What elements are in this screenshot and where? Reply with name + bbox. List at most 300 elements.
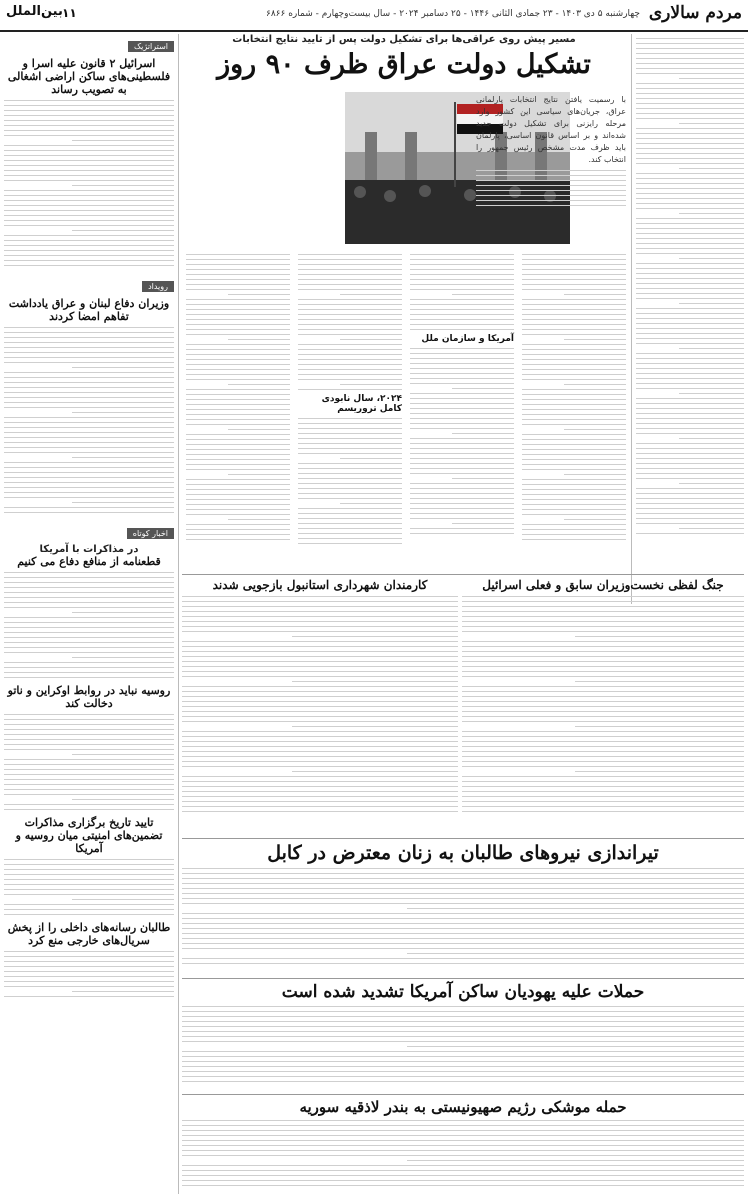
text-line	[298, 259, 402, 260]
text-line	[410, 373, 514, 374]
text-line	[4, 110, 174, 111]
text-line	[186, 409, 290, 410]
text-line	[462, 661, 744, 662]
text-line	[636, 358, 744, 359]
text-line	[636, 43, 744, 44]
text-line	[298, 269, 402, 270]
text-line	[186, 349, 290, 350]
text-line	[292, 771, 458, 772]
text-line	[298, 354, 402, 355]
text-line	[636, 38, 744, 39]
text-line	[679, 348, 744, 349]
column-rule	[178, 34, 179, 1194]
text-line	[636, 508, 744, 509]
text-line	[522, 424, 626, 425]
text-line	[182, 1041, 744, 1042]
text-line	[4, 427, 174, 428]
text-line	[186, 469, 290, 470]
text-line	[636, 98, 744, 99]
text-line	[636, 243, 744, 244]
text-line	[564, 429, 626, 430]
text-line	[182, 1175, 744, 1176]
text-line	[186, 504, 290, 505]
text-line	[72, 457, 174, 458]
text-line	[182, 1021, 744, 1022]
text-line	[410, 383, 514, 384]
text-line	[462, 641, 744, 642]
text-line	[636, 113, 744, 114]
text-line	[636, 428, 744, 429]
text-line	[4, 914, 174, 915]
text-line	[4, 976, 174, 977]
text-line	[462, 766, 744, 767]
story-headline: قطعنامه از منافع دفاع می کنیم	[17, 555, 161, 568]
text-line	[410, 468, 514, 469]
text-line	[636, 468, 744, 469]
text-line	[636, 73, 744, 74]
text-line	[4, 170, 174, 171]
text-line	[4, 125, 174, 126]
text-line	[636, 293, 744, 294]
text-line	[4, 402, 174, 403]
text-line	[4, 677, 174, 678]
text-line	[452, 433, 514, 434]
text-line	[410, 358, 514, 359]
text-line	[186, 354, 290, 355]
right-text-column	[636, 34, 744, 594]
text-line	[522, 414, 626, 415]
text-line	[636, 283, 744, 284]
text-line	[182, 883, 744, 884]
text-line	[462, 751, 744, 752]
text-line	[182, 1180, 744, 1181]
text-line	[636, 88, 744, 89]
text-line	[182, 736, 458, 737]
text-line	[410, 309, 514, 310]
text-line	[298, 478, 402, 479]
text-line	[476, 190, 626, 191]
text-line	[182, 1026, 744, 1027]
section-divider	[182, 978, 744, 979]
text-line	[298, 463, 402, 464]
text-line	[4, 452, 174, 453]
text-line	[564, 384, 626, 385]
text-line	[186, 399, 290, 400]
text-line	[186, 279, 290, 280]
text-line	[4, 729, 174, 730]
text-line	[298, 523, 402, 524]
text-line	[410, 488, 514, 489]
text-line	[72, 367, 174, 368]
text-line	[186, 464, 290, 465]
text-line	[522, 299, 626, 300]
text-line	[186, 394, 290, 395]
text-line	[182, 1036, 744, 1037]
text-line	[4, 582, 174, 583]
text-line	[72, 754, 174, 755]
text-line	[298, 359, 402, 360]
text-line	[186, 314, 290, 315]
text-line	[522, 449, 626, 450]
text-line	[564, 294, 626, 295]
text-line	[522, 444, 626, 445]
text-line	[679, 438, 744, 439]
text-line	[298, 389, 402, 390]
text-line	[410, 254, 514, 255]
text-line	[298, 433, 402, 434]
text-line	[4, 377, 174, 378]
text-line	[522, 524, 626, 525]
text-line	[636, 263, 744, 264]
text-line	[636, 423, 744, 424]
text-line	[410, 324, 514, 325]
text-line	[186, 404, 290, 405]
text-line	[298, 344, 402, 345]
text-line	[636, 493, 744, 494]
text-line	[186, 254, 290, 255]
text-line	[4, 145, 174, 146]
text-line	[298, 438, 402, 439]
text-line	[410, 503, 514, 504]
text-line	[410, 453, 514, 454]
text-line	[4, 879, 174, 880]
text-line	[182, 606, 458, 607]
text-line	[522, 494, 626, 495]
text-line	[452, 523, 514, 524]
text-line	[522, 324, 626, 325]
text-line	[522, 419, 626, 420]
text-line	[462, 606, 744, 607]
text-line	[186, 344, 290, 345]
text-line	[298, 364, 402, 365]
text-line	[410, 299, 514, 300]
text-line	[636, 48, 744, 49]
text-line	[462, 601, 744, 602]
text-line	[636, 343, 744, 344]
text-line	[4, 734, 174, 735]
text-line	[636, 353, 744, 354]
text-line	[410, 279, 514, 280]
text-line	[4, 744, 174, 745]
text-line	[298, 304, 402, 305]
text-line	[4, 407, 174, 408]
text-line	[636, 333, 744, 334]
text-line	[4, 507, 174, 508]
text-line	[182, 796, 458, 797]
text-line	[462, 741, 744, 742]
text-line	[679, 303, 744, 304]
text-line	[679, 393, 744, 394]
story-headline: وزیران دفاع لبنان و عراق یادداشت تفاهم امضا کردند	[8, 297, 170, 323]
story-headline: جنگ لفظی نخست‌وزیران سابق و فعلی اسرائیل	[482, 578, 724, 592]
text-line	[298, 508, 402, 509]
text-line	[410, 493, 514, 494]
story-b	[182, 578, 458, 834]
text-line	[4, 577, 174, 578]
text-line	[182, 666, 458, 667]
text-line	[636, 488, 744, 489]
text-line	[182, 903, 744, 904]
text-line	[186, 534, 290, 535]
text-line	[186, 489, 290, 490]
text-line	[4, 597, 174, 598]
text-line	[72, 140, 174, 141]
text-line	[4, 889, 174, 890]
text-line	[298, 349, 402, 350]
text-line	[679, 213, 744, 214]
text-line	[4, 442, 174, 443]
text-line	[4, 337, 174, 338]
text-line	[410, 348, 514, 349]
text-line	[462, 676, 744, 677]
text-line	[636, 248, 744, 249]
text-line	[4, 327, 174, 328]
text-line	[182, 1051, 744, 1052]
text-line	[4, 986, 174, 987]
text-line	[410, 274, 514, 275]
text-line	[522, 484, 626, 485]
text-line	[410, 314, 514, 315]
text-line	[452, 388, 514, 389]
text-line	[186, 439, 290, 440]
text-line	[4, 769, 174, 770]
story-headline: تایید تاریخ برگزاری مذاکرات تضمین‌های امنیتی میان روسیه و آمریکا	[15, 816, 163, 855]
text-line	[4, 961, 174, 962]
text-line	[182, 656, 458, 657]
text-line	[298, 483, 402, 484]
text-line	[476, 185, 626, 186]
text-line	[636, 338, 744, 339]
text-line	[4, 135, 174, 136]
text-line	[4, 627, 174, 628]
text-line	[410, 438, 514, 439]
text-line	[522, 354, 626, 355]
text-line	[182, 918, 744, 919]
text-line	[636, 93, 744, 94]
text-line	[186, 374, 290, 375]
text-line	[186, 319, 290, 320]
text-line	[186, 329, 290, 330]
text-line	[228, 519, 290, 520]
text-line	[522, 284, 626, 285]
text-line	[462, 646, 744, 647]
text-line	[186, 434, 290, 435]
text-line	[186, 299, 290, 300]
text-line	[72, 230, 174, 231]
text-line	[186, 514, 290, 515]
text-line	[298, 448, 402, 449]
text-line	[636, 418, 744, 419]
text-line	[410, 513, 514, 514]
text-line	[522, 504, 626, 505]
text-line	[636, 413, 744, 414]
text-line	[4, 884, 174, 885]
text-line	[410, 403, 514, 404]
text-line	[636, 448, 744, 449]
text-line	[476, 175, 626, 176]
text-line	[410, 319, 514, 320]
text-line	[182, 1150, 744, 1151]
text-line	[636, 158, 744, 159]
text-line	[182, 1125, 744, 1126]
text-line	[636, 398, 744, 399]
text-line	[298, 254, 402, 255]
text-line	[636, 218, 744, 219]
text-line	[4, 497, 174, 498]
text-line	[522, 389, 626, 390]
text-line	[522, 319, 626, 320]
text-line	[636, 463, 744, 464]
text-line	[298, 488, 402, 489]
page-number: ۱۱	[62, 6, 77, 20]
text-line	[182, 626, 458, 627]
text-line	[636, 323, 744, 324]
text-line	[4, 372, 174, 373]
text-line	[636, 238, 744, 239]
text-line	[636, 288, 744, 289]
text-line	[298, 493, 402, 494]
text-line	[522, 404, 626, 405]
section-divider	[182, 1094, 744, 1095]
text-line	[4, 130, 174, 131]
text-line	[636, 228, 744, 229]
text-line	[636, 328, 744, 329]
text-line	[182, 616, 458, 617]
text-line	[186, 414, 290, 415]
text-line	[4, 487, 174, 488]
text-line	[4, 180, 174, 181]
text-line	[4, 342, 174, 343]
text-line	[4, 864, 174, 865]
text-line	[186, 454, 290, 455]
text-line	[410, 458, 514, 459]
text-line	[4, 724, 174, 725]
text-line	[182, 1140, 744, 1141]
text-line	[4, 160, 174, 161]
text-line	[679, 168, 744, 169]
text-line	[476, 180, 626, 181]
text-line	[522, 269, 626, 270]
story-headline: تیراندازی نیروهای طالبان به زنان معترض در کابل	[267, 842, 659, 864]
text-line	[636, 178, 744, 179]
text-line	[462, 631, 744, 632]
text-line	[476, 170, 626, 171]
text-line	[410, 304, 514, 305]
text-line	[4, 789, 174, 790]
text-line	[462, 776, 744, 777]
text-line	[410, 289, 514, 290]
text-line	[4, 100, 174, 101]
text-line	[636, 273, 744, 274]
text-line	[410, 483, 514, 484]
text-line	[4, 437, 174, 438]
text-line	[4, 352, 174, 353]
story-a	[462, 578, 744, 834]
text-line	[410, 473, 514, 474]
text-line	[340, 294, 402, 295]
text-line	[72, 657, 174, 658]
text-line	[410, 498, 514, 499]
text-line	[4, 492, 174, 493]
text-line	[679, 258, 744, 259]
text-line	[4, 175, 174, 176]
text-line	[575, 636, 744, 637]
text-line	[298, 369, 402, 370]
text-line	[462, 616, 744, 617]
text-line	[4, 804, 174, 805]
text-line	[186, 264, 290, 265]
text-line	[636, 533, 744, 534]
text-line	[298, 453, 402, 454]
text-line	[186, 364, 290, 365]
text-line	[462, 756, 744, 757]
text-line	[182, 631, 458, 632]
text-line	[298, 319, 402, 320]
text-line	[636, 53, 744, 54]
text-line	[522, 274, 626, 275]
story-headline: اسرائیل ۲ قانون علیه اسرا و فلسطینی‌های ساکن اراضی اشغالی به تصویب رساند	[7, 57, 171, 96]
text-line	[182, 1145, 744, 1146]
text-line	[186, 459, 290, 460]
text-line	[410, 423, 514, 424]
text-line	[182, 741, 458, 742]
text-line	[182, 696, 458, 697]
text-line	[575, 771, 744, 772]
text-line	[4, 387, 174, 388]
text-line	[4, 809, 174, 810]
text-line	[522, 359, 626, 360]
text-line	[182, 878, 744, 879]
lead-body-col	[186, 250, 290, 544]
text-line	[410, 533, 514, 534]
text-line	[4, 397, 174, 398]
text-line	[4, 642, 174, 643]
text-line	[462, 666, 744, 667]
text-line	[4, 472, 174, 473]
text-line	[4, 714, 174, 715]
left-column	[4, 34, 174, 1194]
text-line	[182, 1155, 744, 1156]
text-line	[462, 611, 744, 612]
text-line	[72, 899, 174, 900]
text-line	[407, 1046, 744, 1047]
text-line	[4, 332, 174, 333]
text-line	[636, 388, 744, 389]
text-line	[522, 439, 626, 440]
text-line	[186, 509, 290, 510]
text-line	[636, 118, 744, 119]
text-line	[522, 344, 626, 345]
text-line	[298, 443, 402, 444]
text-line	[4, 904, 174, 905]
text-line	[4, 120, 174, 121]
text-line	[4, 105, 174, 106]
text-line	[4, 652, 174, 653]
text-line	[522, 259, 626, 260]
text-line	[298, 468, 402, 469]
text-line	[4, 966, 174, 967]
text-line	[410, 363, 514, 364]
text-line	[4, 150, 174, 151]
text-line	[4, 392, 174, 393]
text-line	[298, 379, 402, 380]
section-label: رویداد	[142, 281, 174, 292]
text-line	[182, 716, 458, 717]
column-rule	[631, 34, 632, 604]
text-line	[4, 245, 174, 246]
text-line	[4, 417, 174, 418]
text-line	[636, 203, 744, 204]
